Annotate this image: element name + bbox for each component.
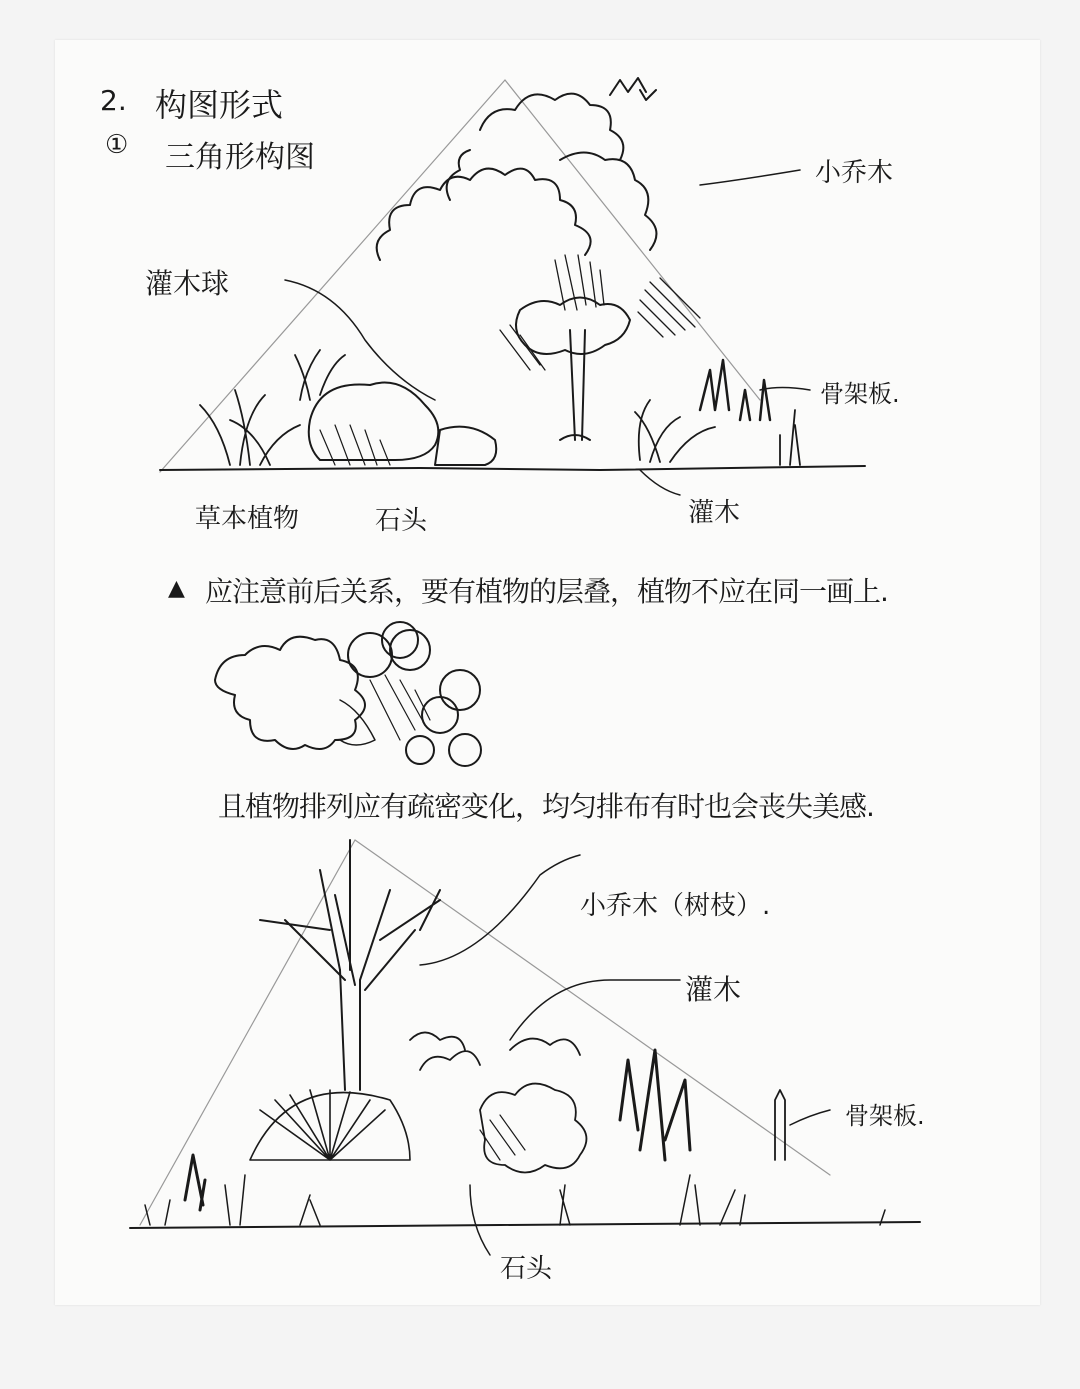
fan-palm-2	[250, 1090, 410, 1160]
label-small-tree-1: 小乔木	[815, 158, 894, 188]
bare-tree-2	[260, 840, 440, 1090]
label-accent-1: 骨架板.	[820, 380, 900, 408]
shade-hatch-1	[500, 255, 700, 370]
grass-2	[145, 1175, 885, 1225]
shrubs-2	[410, 1033, 586, 1173]
note1-text: 应注意前后关系，要有植物的层叠，植物不应在同一画上.	[205, 575, 888, 608]
sub-title: 三角形构图	[165, 140, 315, 175]
note2-text: 且植物排列应有疏密变化，均匀排布有时也会丧失美感.	[218, 790, 874, 823]
label-leaders-1	[285, 170, 810, 495]
tree-canopy-1	[377, 78, 657, 354]
triangle-composition-2	[130, 840, 920, 1228]
label-stone-2: 石头	[500, 1254, 553, 1284]
label-shrub-1: 灌木	[688, 498, 741, 528]
label-small-tree-2: 小乔木（树枝）.	[580, 891, 771, 921]
label-stone-1: 石头	[375, 506, 428, 536]
shrub-ball-1	[309, 383, 497, 466]
tree-trunk-1	[560, 330, 590, 440]
heading-number: 2.	[100, 84, 127, 117]
plant-cluster-sketch	[215, 622, 481, 766]
label-accent-2: 骨架板.	[845, 1102, 925, 1130]
heading-title: 构图形式	[155, 86, 284, 124]
sub-number: ①	[105, 130, 129, 160]
grass-1	[200, 350, 800, 465]
note1-marker: ▲	[168, 576, 185, 601]
label-shrub-ball-1: 灌木球	[145, 267, 230, 300]
label-herb-1: 草本植物	[195, 504, 300, 534]
label-shrub-2: 灌木	[685, 973, 742, 1006]
